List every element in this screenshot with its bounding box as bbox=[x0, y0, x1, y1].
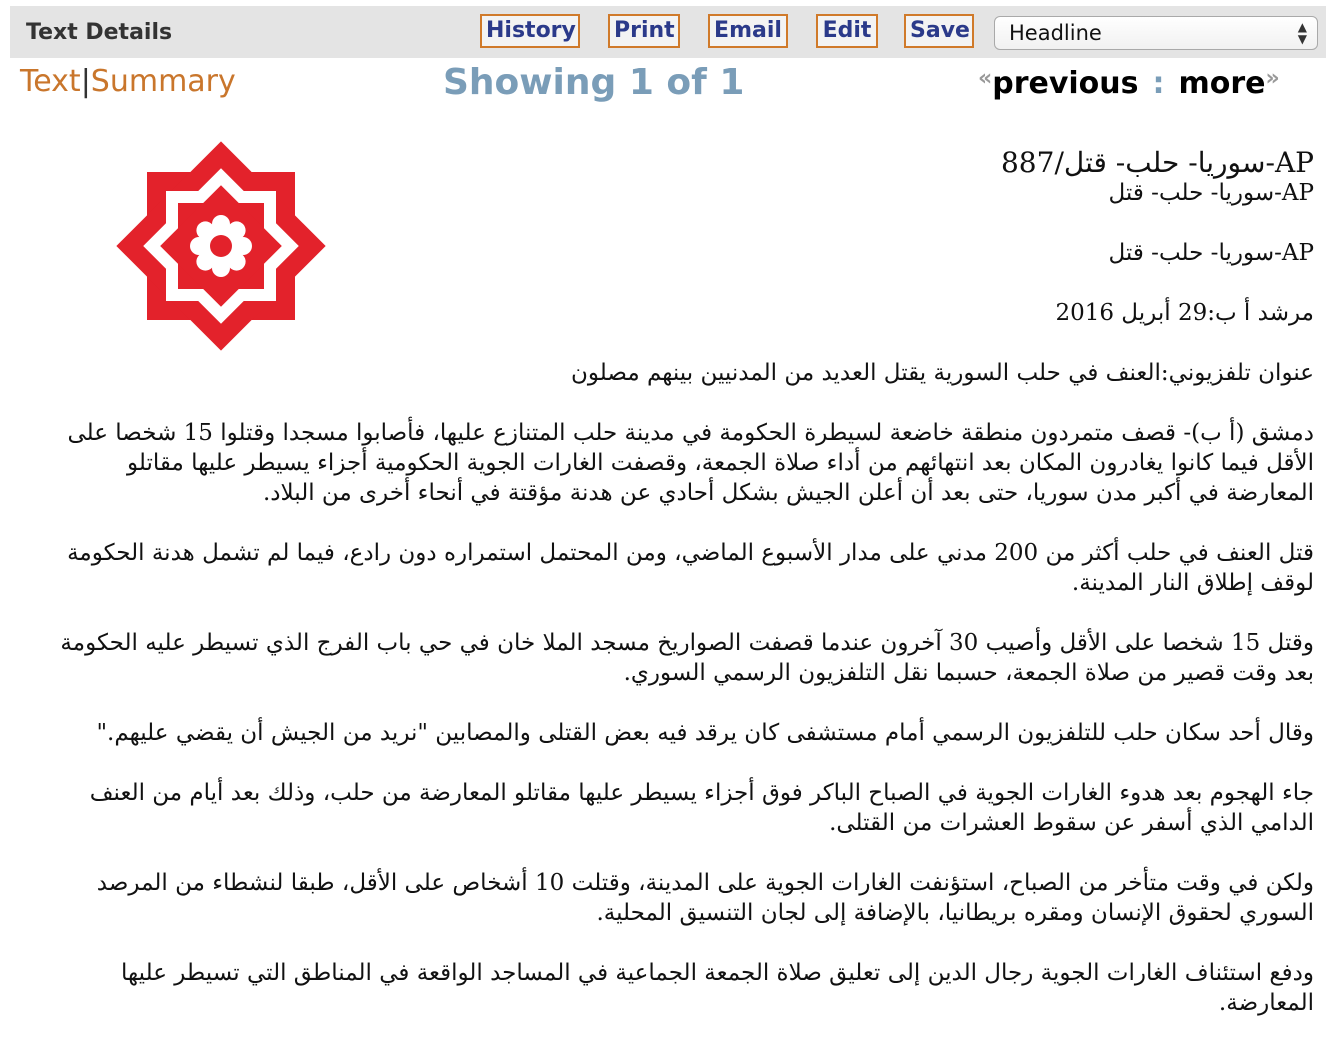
view-select[interactable] bbox=[994, 16, 1318, 50]
edit-button[interactable]: Edit bbox=[816, 14, 878, 48]
tab-summary[interactable]: Summary bbox=[90, 64, 236, 99]
view-select-value: Headline bbox=[1009, 21, 1102, 45]
tab-text[interactable]: Text bbox=[20, 64, 81, 99]
article-body bbox=[34, 148, 1314, 1048]
view-tabs bbox=[20, 64, 236, 99]
article-paragraph: دمشق (أ ب)- قصف متمردون منطقة خاضعة لسيطرة الحكومة في مدينة حلب المتنازع عليها، فأصابوا مسجدا وقتلوا 15 شخصا على الأقل فيما كانوا يغادرون المكان بعد انتهائهم من أداء صلاة الجمعة، وقصفت الغارات الجوية الحكومية أجزاء يسيطر عليها مقاتلو المعارضة في أكبر مدن سوريا، حتى بعد أن أعلن الجيش بشكل أحادي عن هدنة مؤقتة في أنحاء أخرى من البلاد. bbox=[67, 420, 1314, 506]
toolbar bbox=[10, 6, 1326, 58]
showing-count: Showing 1 of 1 bbox=[443, 62, 745, 103]
pager-separator: : bbox=[1152, 66, 1165, 101]
page-title: Text Details bbox=[26, 20, 173, 45]
select-arrows-icon: ▲ ▼ bbox=[1297, 20, 1307, 46]
article-paragraph: ودفع استئناف الغارات الجوية رجال الدين إلى تعليق صلاة الجمعة الجماعية في المساجد الواقعة في المناطق التي تسيطر عليها المعارضة. bbox=[121, 960, 1314, 1016]
article-headline: عنوان تلفزيوني:العنف في حلب السورية يقتل العديد من المدنيين بينهم مصلون bbox=[570, 360, 1314, 386]
save-button[interactable]: Save bbox=[904, 14, 974, 48]
email-button[interactable]: Email bbox=[708, 14, 788, 48]
next-chevron-icon: » bbox=[1265, 66, 1280, 91]
print-button[interactable]: Print bbox=[608, 14, 680, 48]
article-dateline: مرشد أ ب:29 أبريل 2016 bbox=[1055, 300, 1314, 326]
article-slug-line: AP-سوريا- حلب- قتل bbox=[1108, 180, 1314, 206]
article-slug-line: AP-سوريا- حلب- قتل/887 bbox=[1000, 146, 1314, 179]
article-paragraph: ولكن في وقت متأخر من الصباح، استؤنفت الغارات الجوية على المدينة، وقتلت 10 أشخاص على الأقل، طبقا لنشطاء من المرصد السوري لحقوق الإنسان ومقره بريطانيا، بالإضافة إلى لجان التنسيق المحلية. bbox=[96, 870, 1314, 926]
more-link[interactable]: more bbox=[1178, 66, 1266, 101]
article-paragraph: وقتل 15 شخصا على الأقل وأصيب 30 آخرون عندما قصفت الصواريخ مسجد الملا خان في حي باب الفرج الذي تسيطر عليه الحكومة بعد وقت قصير من صلاة الجمعة، حسبما نقل التلفزيون الرسمي السوري. bbox=[60, 630, 1314, 686]
article-paragraph: وقال أحد سكان حلب للتلفزيون الرسمي أمام مستشفى كان يرقد فيه بعض القتلى والمصابين "نريد من الجيش أن يقضي عليهم." bbox=[96, 720, 1314, 746]
article-paragraph: جاء الهجوم بعد هدوء الغارات الجوية في الصباح الباكر فوق أجزاء يسيطر عليها مقاتلو المعارضة من حلب، وذلك بعد أيام من العنف الدامي الذي أسفر عن سقوط العشرات من القتلى. bbox=[89, 780, 1314, 836]
previous-link[interactable]: previous bbox=[992, 66, 1139, 101]
article-slug-line: AP-سوريا- حلب- قتل bbox=[1108, 240, 1314, 266]
tab-separator: | bbox=[80, 64, 91, 99]
history-button[interactable]: History bbox=[480, 14, 580, 48]
previous-chevron-icon: « bbox=[978, 66, 993, 91]
article-paragraph: قتل العنف في حلب أكثر من 200 مدني على مدار الأسبوع الماضي، ومن المحتمل استمراره دون رادع، فيما لم تشمل هدنة الحكومة لوقف إطلاق النار المدينة. bbox=[67, 540, 1314, 596]
pager bbox=[978, 66, 1280, 101]
